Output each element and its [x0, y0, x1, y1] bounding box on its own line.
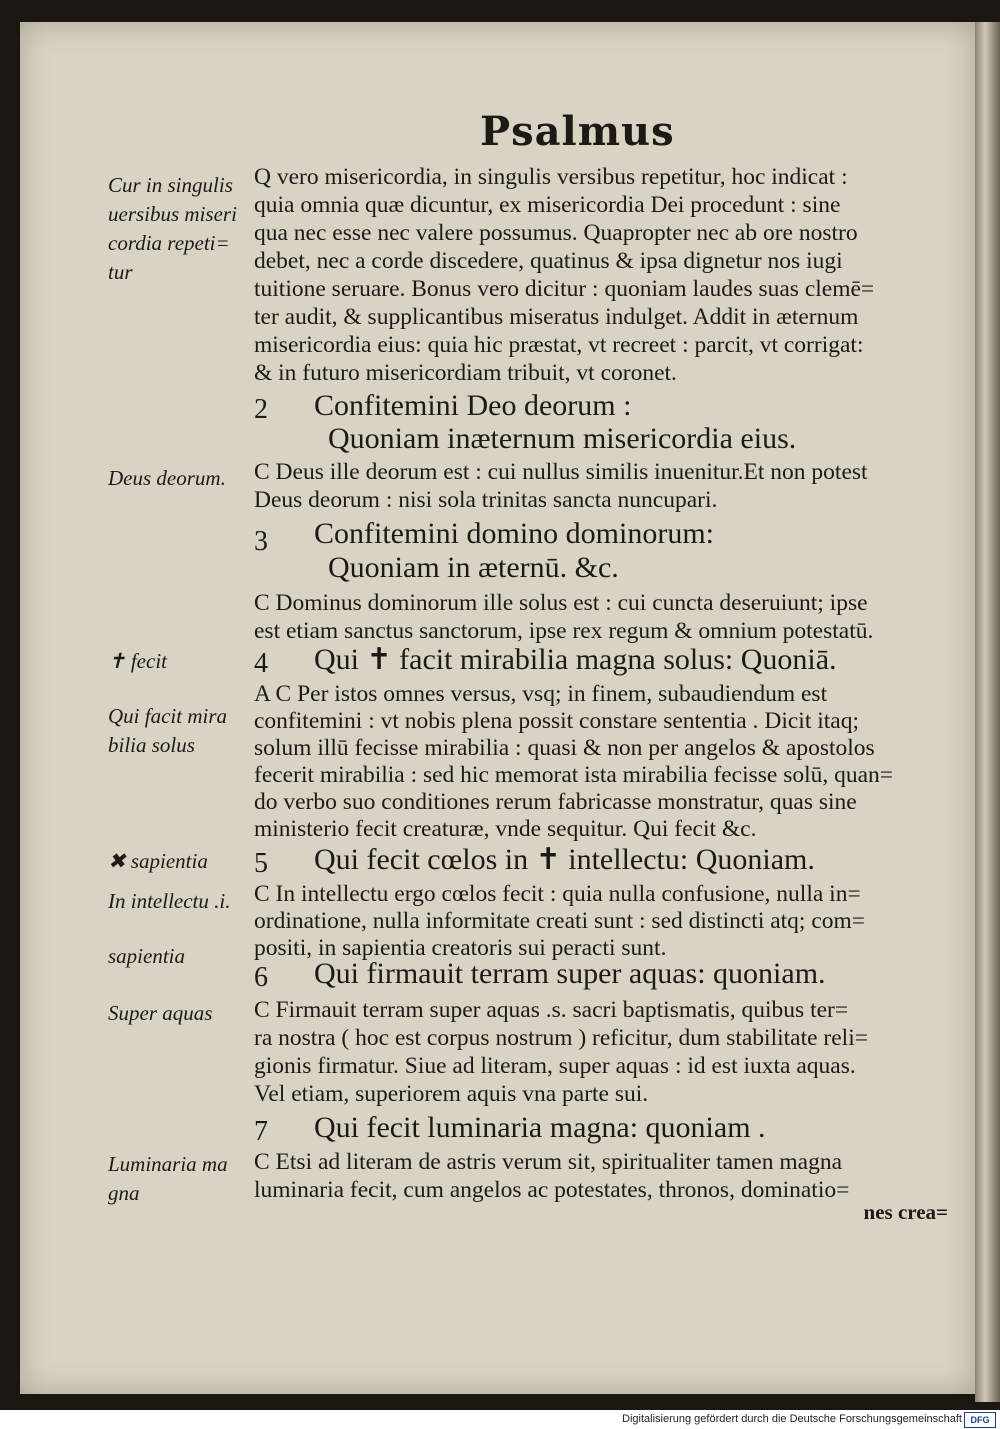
text-line: confitemini : vt nobis plena possit constare sententia . Dicit itaq;	[254, 708, 859, 734]
text-line: quia omnia quæ dicuntur, ex misericordia Dei procedunt : sine	[254, 192, 841, 218]
text-line: ter audit, & supplicantibus miseratus indulget. Addit in æternum	[254, 304, 859, 330]
text-line: C Etsi ad literam de astris verum sit, spiritualiter tamen magna	[254, 1149, 843, 1175]
psalm-verse: Confitemini domino dominorum:	[314, 517, 714, 550]
text-line: gionis firmatur. Siue ad literam, super aquas : id est iuxta aquas.	[254, 1053, 856, 1079]
text-line: C Deus ille deorum est : cui nullus similis inuenitur.Et non potest	[254, 459, 868, 485]
text-line: tuitione seruare. Bonus vero dicitur : quoniam laudes suas clemē=	[254, 276, 875, 302]
dfg-logo: DFG	[964, 1412, 996, 1428]
verse-number: 5	[254, 848, 268, 879]
psalm-verse: Quoniam inæternum misericordia eius.	[328, 422, 797, 455]
margin-gloss: ✝ fecit	[108, 649, 167, 673]
text-line: Deus deorum : nisi sola trinitas sancta nuncupari.	[254, 487, 718, 513]
text-line: luminaria fecit, cum angelos ac potestates, thronos, dominatio=	[254, 1177, 850, 1203]
text-line: fecerit mirabilia : sed hic memorat ista mirabilia fecisse solū, quan=	[254, 762, 894, 788]
psalm-verse: Confitemini Deo deorum :	[314, 389, 632, 422]
text-line: C Dominus dominorum ille solus est : cui cuncta deseruiunt; ipse	[254, 590, 868, 616]
text-line: ra nostra ( hoc est corpus nostrum ) reficitur, dum stabilitate reli=	[254, 1025, 868, 1051]
text-line: solum illū fecisse mirabilia : quasi & non per angelos & apostolos	[254, 735, 875, 761]
psalm-verse: Qui firmauit terram super aquas: quoniam.	[314, 957, 826, 990]
book-spine-edge	[975, 22, 1000, 1402]
margin-gloss: Qui facit mira bilia solus	[108, 704, 227, 757]
psalm-verse: Qui ✝ facit mirabilia magna solus: Quoniā.	[314, 643, 837, 676]
text-line: ordinatione, nulla informitate creati sunt : sed distincti atq; com=	[254, 908, 866, 934]
text-line: A C Per istos omnes versus, vsq; in finem, subaudiendum est	[254, 681, 828, 707]
catchword: nes crea=	[863, 1200, 948, 1224]
text-line: Vel etiam, superiorem aquis vna parte sui.	[254, 1081, 649, 1107]
text-line: qua nec esse nec valere possumus. Quapropter nec ab ore nostro	[254, 220, 858, 246]
margin-gloss: In intellectu .i.	[108, 889, 231, 913]
verse-number: 3	[254, 526, 268, 557]
margin-gloss: ✖ sapientia	[108, 849, 208, 873]
verse-number: 6	[254, 962, 268, 993]
text-line: positi, in sapientia creatoris sui peracti sunt.	[254, 935, 667, 961]
text-line: misericordia eius: quia hic præstat, vt recreet : parcit, vt corrigat:	[254, 332, 864, 358]
text-line: debet, nec a corde discedere, quatinus & ipsa dignetur nos iugi	[254, 248, 843, 274]
text-line: & in futuro misericordiam tribuit, vt coronet.	[254, 360, 677, 386]
text-line: est etiam sanctus sanctorum, ipse rex regum & omnium potestatū.	[254, 618, 874, 644]
footer-bar	[0, 1410, 1000, 1429]
margin-gloss: Deus deorum.	[108, 466, 226, 490]
text-line: C Firmauit terram super aquas .s. sacri baptismatis, quibus ter=	[254, 997, 849, 1023]
verse-number: 4	[254, 648, 268, 679]
text-line: C In intellectu ergo cœlos fecit : quia nulla confusione, nulla in=	[254, 881, 861, 907]
margin-gloss: sapientia	[108, 944, 185, 968]
running-header: Psalmus	[480, 108, 675, 155]
margin-gloss: Luminaria ma gna	[108, 1152, 228, 1205]
margin-gloss: Super aquas	[108, 1001, 213, 1025]
margin-gloss: Cur in singulis uersibus miseri cordia repeti= tur	[108, 173, 237, 284]
verse-number: 7	[254, 1116, 268, 1147]
text-line: ministerio fecit creaturæ, vnde sequitur. Qui fecit &c.	[254, 816, 757, 842]
text-line: Q vero misericordia, in singulis versibus repetitur, hoc indicat :	[254, 164, 848, 190]
funding-notice: Digitalisierung gefördert durch die Deutsche Forschungsgemeinschaft	[622, 1413, 962, 1425]
psalm-verse: Quoniam in æternū. &c.	[328, 551, 619, 584]
verse-number: 2	[254, 394, 268, 425]
psalm-verse: Qui fecit luminaria magna: quoniam .	[314, 1111, 766, 1144]
psalm-verse: Qui fecit cœlos in ✝ intellectu: Quoniam.	[314, 843, 815, 876]
text-line: do verbo suo conditiones rerum fabricasse monstratur, quas sine	[254, 789, 857, 815]
